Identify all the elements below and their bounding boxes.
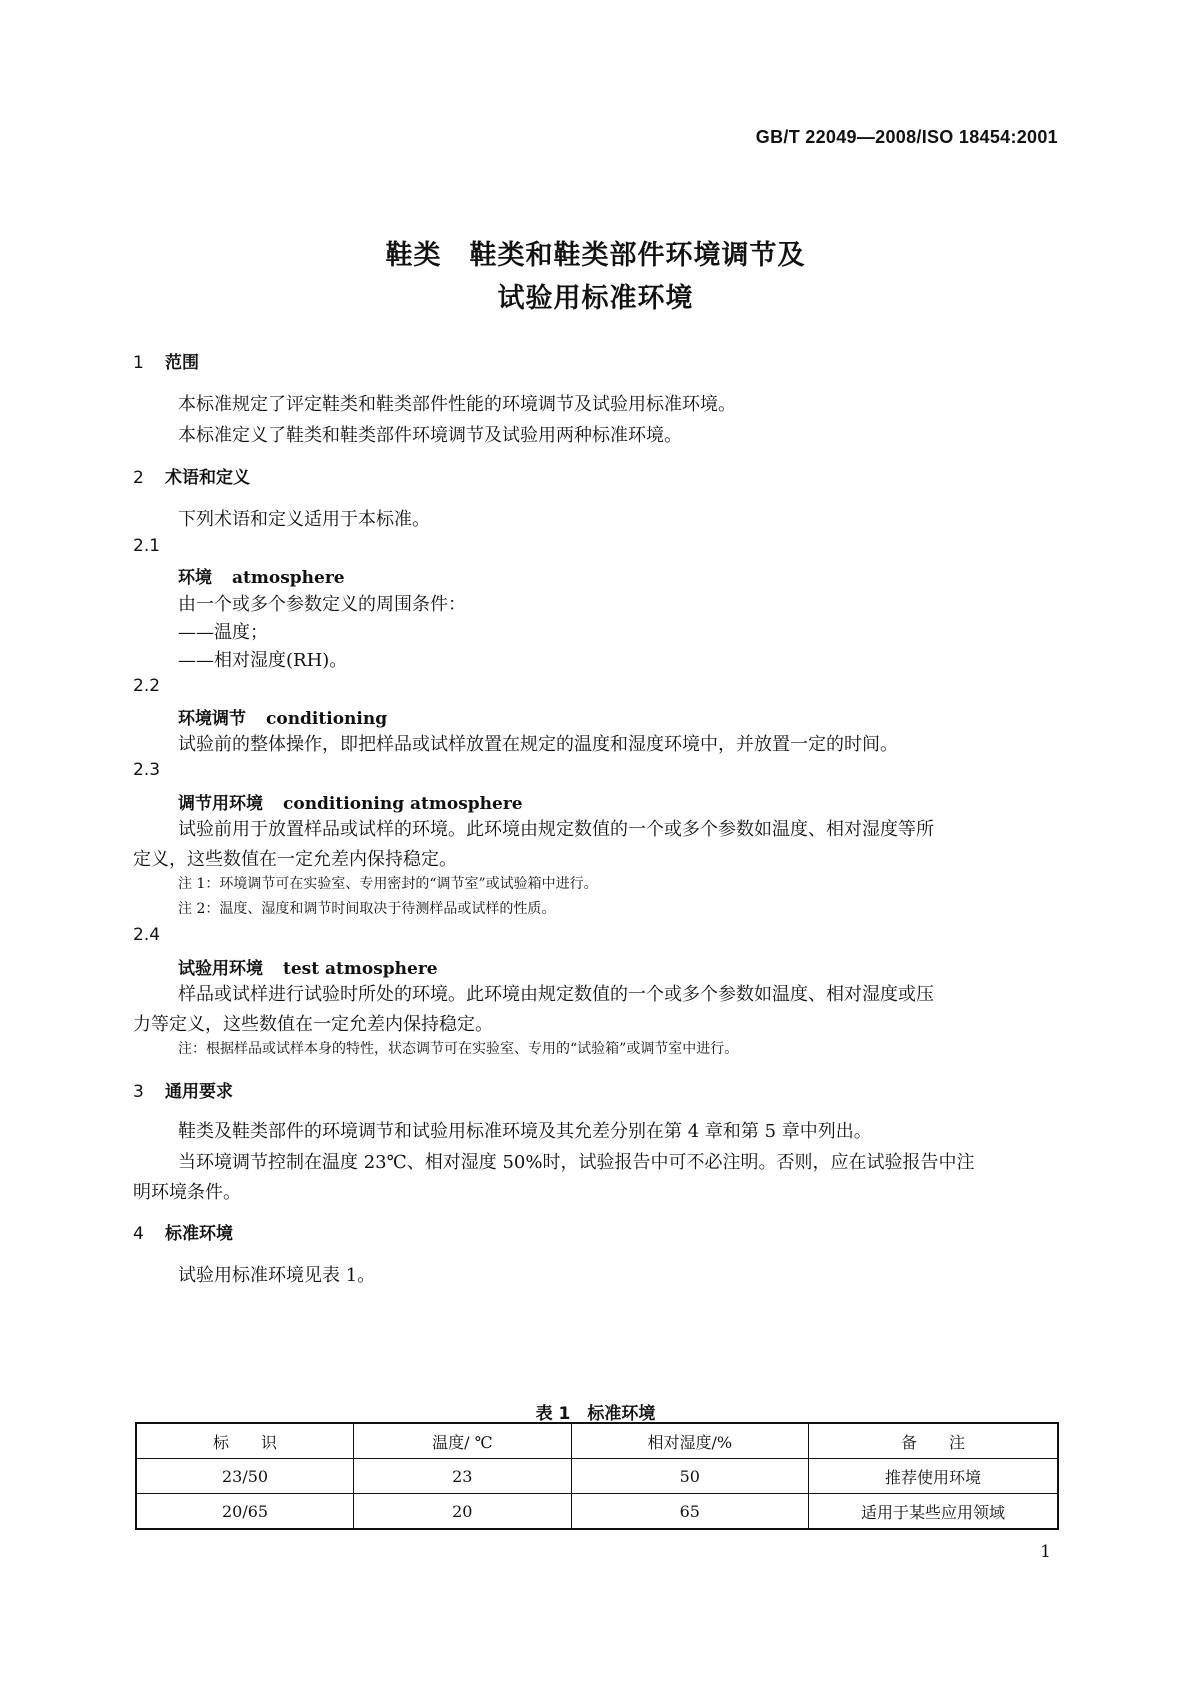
section-2-intro: 下列术语和定义适用于本标准。	[178, 509, 430, 530]
table-cell: 23/50	[136, 1459, 354, 1494]
standard-atmosphere-table	[135, 1422, 1059, 1530]
term-chinese: 试验用环境	[178, 959, 263, 979]
table-header-cell: 备 注	[809, 1423, 1059, 1459]
table-header-row	[136, 1423, 1058, 1459]
section-4-paragraph: 试验用标准环境见表 1。	[178, 1265, 376, 1286]
section-title: 范围	[165, 353, 199, 373]
clause-2-2-term	[178, 704, 387, 729]
section-1-heading	[133, 348, 199, 373]
clause-2-1-term	[178, 563, 345, 588]
section-4-heading	[133, 1219, 233, 1244]
clause-2-3-definition-line-2: 定义，这些数值在一定允差内保持稳定。	[133, 849, 457, 870]
section-3-heading	[133, 1077, 233, 1102]
clause-2-3-definition-line-1: 试验前用于放置样品或试样的环境。此环境由规定数值的一个或多个参数如温度、相对湿度等所	[178, 819, 934, 840]
clause-2-1-definition: 由一个或多个参数定义的周围条件：	[178, 594, 466, 615]
term-chinese: 环境调节	[178, 709, 246, 729]
term-chinese: 环境	[178, 568, 212, 588]
clause-2-4-number: 2.4	[133, 925, 161, 945]
standard-number: GB/T 22049—2008/ISO 18454:2001	[755, 127, 1058, 147]
term-english: atmosphere	[232, 568, 345, 588]
table-cell: 20/65	[136, 1494, 354, 1530]
clause-2-3-number: 2.3	[133, 760, 161, 780]
section-number: 1	[133, 353, 144, 373]
section-2-heading	[133, 463, 250, 488]
clause-2-3-note-1: 注 1：环境调节可在实验室、专用密封的“调节室”或试验箱中进行。	[178, 876, 598, 892]
table-cell: 适用于某些应用领域	[809, 1494, 1059, 1530]
table-cell: 23	[354, 1459, 571, 1494]
clause-2-1-number: 2.1	[133, 536, 161, 556]
clause-2-1-item-1: ——温度；	[178, 622, 268, 643]
term-chinese: 调节用环境	[178, 794, 263, 814]
term-english: conditioning	[266, 709, 388, 729]
table-cell: 65	[571, 1494, 808, 1530]
clause-2-3-term	[178, 789, 523, 814]
clause-2-2-definition: 试验前的整体操作，即把样品或试样放置在规定的温度和湿度环境中，并放置一定的时间。	[178, 734, 898, 755]
section-1-paragraph-2: 本标准定义了鞋类和鞋类部件环境调节及试验用两种标准环境。	[178, 425, 682, 446]
page-number: 1	[1040, 1542, 1051, 1562]
table-cell: 50	[571, 1459, 808, 1494]
section-number: 3	[133, 1082, 144, 1102]
clause-2-4-term	[178, 954, 438, 979]
section-title: 术语和定义	[165, 468, 250, 488]
table-header-cell: 标 识	[136, 1423, 354, 1459]
table-cell: 20	[354, 1494, 571, 1530]
section-3-paragraph-1: 鞋类及鞋类部件的环境调节和试验用标准环境及其允差分别在第 4 章和第 5 章中列出。	[178, 1121, 872, 1142]
term-english: conditioning atmosphere	[283, 794, 523, 814]
document-title-line-2: 试验用标准环境	[497, 283, 694, 314]
clause-2-3-note-2: 注 2：温度、湿度和调节时间取决于待测样品或试样的性质。	[178, 901, 556, 917]
clause-2-4-note: 注：根据样品或试样本身的特性，状态调节可在实验室、专用的“试验箱”或调节室中进行。	[178, 1041, 739, 1057]
table-row	[136, 1459, 1058, 1494]
table-title: 表 1 标准环境	[535, 1404, 656, 1424]
term-english: test atmosphere	[283, 959, 438, 979]
clause-2-4-definition-line-2: 力等定义，这些数值在一定允差内保持稳定。	[133, 1014, 493, 1035]
document-title-line-1: 鞋类 鞋类和鞋类部件环境调节及	[385, 240, 806, 271]
clause-2-2-number: 2.2	[133, 676, 161, 696]
clause-2-1-item-2: ——相对湿度(RH)。	[178, 650, 348, 671]
table-header-cell: 相对湿度/%	[571, 1423, 808, 1459]
table-cell: 推荐使用环境	[809, 1459, 1059, 1494]
table-header-cell: 温度/ ℃	[354, 1423, 571, 1459]
section-1-paragraph-1: 本标准规定了评定鞋类和鞋类部件性能的环境调节及试验用标准环境。	[178, 394, 736, 415]
table-row	[136, 1494, 1058, 1530]
section-title: 通用要求	[165, 1082, 233, 1102]
section-number: 4	[133, 1224, 144, 1244]
section-number: 2	[133, 468, 144, 488]
section-3-paragraph-2-line-1: 当环境调节控制在温度 23℃、相对湿度 50%时，试验报告中可不必注明。否则，应在试验报告中注	[178, 1152, 975, 1173]
section-title: 标准环境	[165, 1224, 233, 1244]
clause-2-4-definition-line-1: 样品或试样进行试验时所处的环境。此环境由规定数值的一个或多个参数如温度、相对湿度或压	[178, 984, 934, 1005]
section-3-paragraph-2-line-2: 明环境条件。	[133, 1182, 241, 1203]
